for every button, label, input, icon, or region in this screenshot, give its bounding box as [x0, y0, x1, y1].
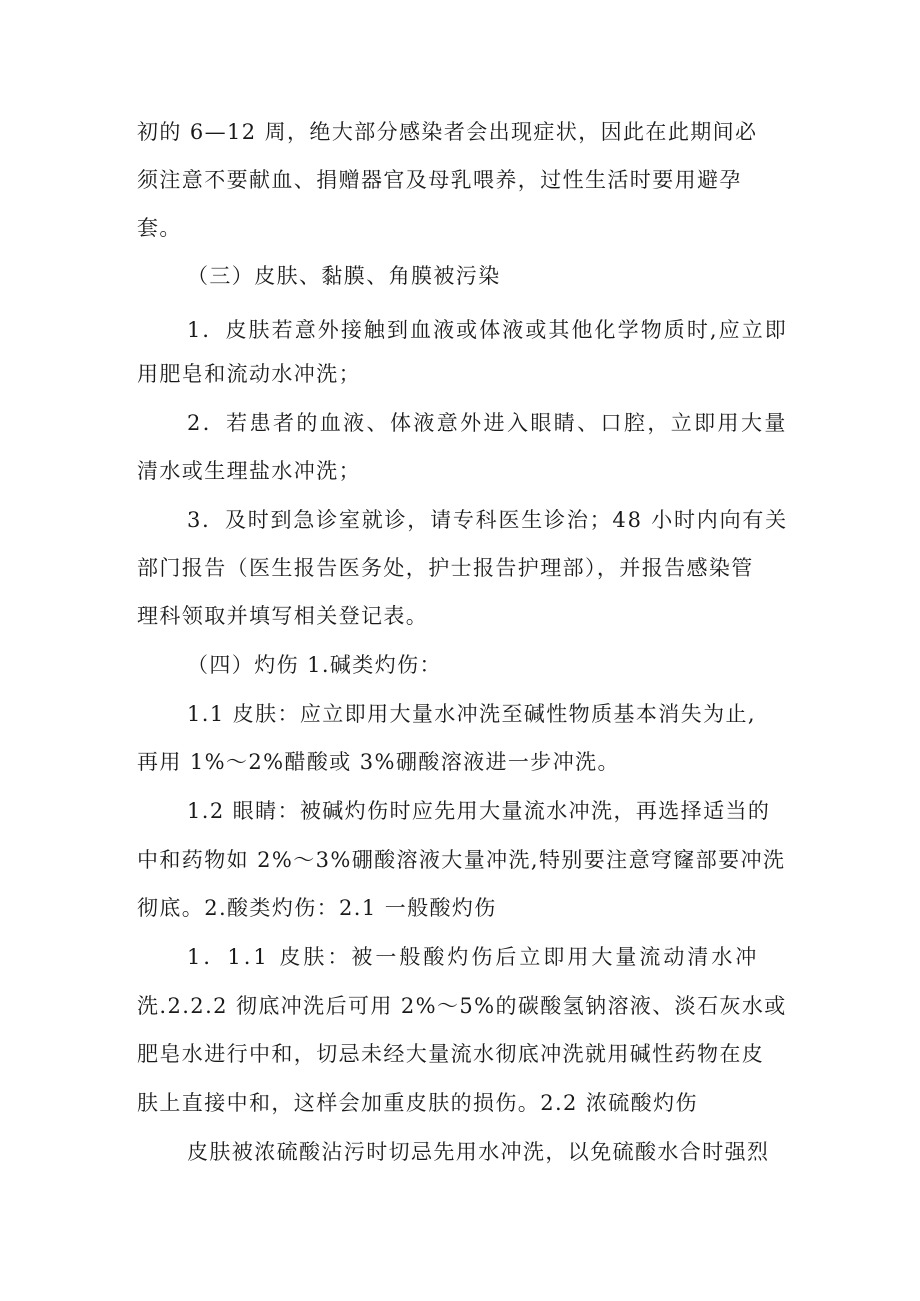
- paragraph-line-6: 用肥皂和流动水冲洗；: [137, 362, 361, 386]
- paragraph-line-22: 皮肤被浓硫酸沾污时切忌先用水冲洗，以免硫酸水合时强烈: [187, 1140, 770, 1164]
- paragraph-line-15: 1.2 眼睛：被碱灼伤时应先用大量流水冲洗，再选择适当的: [187, 799, 771, 823]
- paragraph-line-20: 肥皂水进行中和，切忌未经大量流水彻底冲洗就用碱性药物在皮: [137, 1042, 765, 1066]
- paragraph-line-2: 须注意不要献血、捐赠器官及母乳喂养，过性生活时要用避孕: [137, 168, 742, 192]
- paragraph-line-11: 理科领取并填写相关登记表。: [137, 604, 429, 628]
- paragraph-line-10: 部门报告（医生报告医务处，护士报告护理部），并报告感染管: [137, 556, 754, 580]
- paragraph-line-13: 1.1 皮肤：应立即用大量水冲洗至碱性物质基本消失为止,: [187, 702, 756, 726]
- paragraph-line-5: 1．皮肤若意外接触到血液或体液或其他化学物质时,应立即: [187, 318, 788, 342]
- section-heading-four: （四）灼伤 1.碱类灼伤：: [187, 653, 442, 677]
- paragraph-line-1: 初的 6—12 周，绝大部分感染者会出现症状，因此在此期间必: [137, 120, 758, 144]
- paragraph-line-8: 清水或生理盐水冲洗；: [137, 459, 361, 483]
- paragraph-line-9: 3．及时到急诊室就诊，请专科医生诊治；48 小时内向有关: [187, 508, 788, 532]
- paragraph-line-7: 2．若患者的血液、体液意外进入眼睛、口腔，立即用大量: [187, 411, 788, 435]
- paragraph-line-14: 再用 1%～2%醋酸或 3%硼酸溶液进一步冲洗。: [137, 750, 620, 774]
- paragraph-line-21: 肤上直接中和，这样会加重皮肤的损伤。2.2 浓硫酸灼伤: [137, 1091, 698, 1115]
- paragraph-line-19: 洗.2.2.2 彻底冲洗后可用 2%～5%的碳酸氢钠溶液、淡石灰水或: [137, 994, 787, 1018]
- paragraph-line-16: 中和药物如 2%～3%硼酸溶液大量冲洗,特别要注意穹窿部要冲洗: [137, 848, 786, 872]
- paragraph-line-3: 套。: [137, 216, 182, 240]
- paragraph-line-18: 1．1.1 皮肤：被一般酸灼伤后立即用大量流动清水冲: [187, 945, 760, 969]
- section-heading-three: （三）皮肤、黏膜、角膜被污染: [187, 264, 501, 288]
- paragraph-line-17: 彻底。2.酸类灼伤：2.1 一般酸灼伤: [137, 896, 497, 920]
